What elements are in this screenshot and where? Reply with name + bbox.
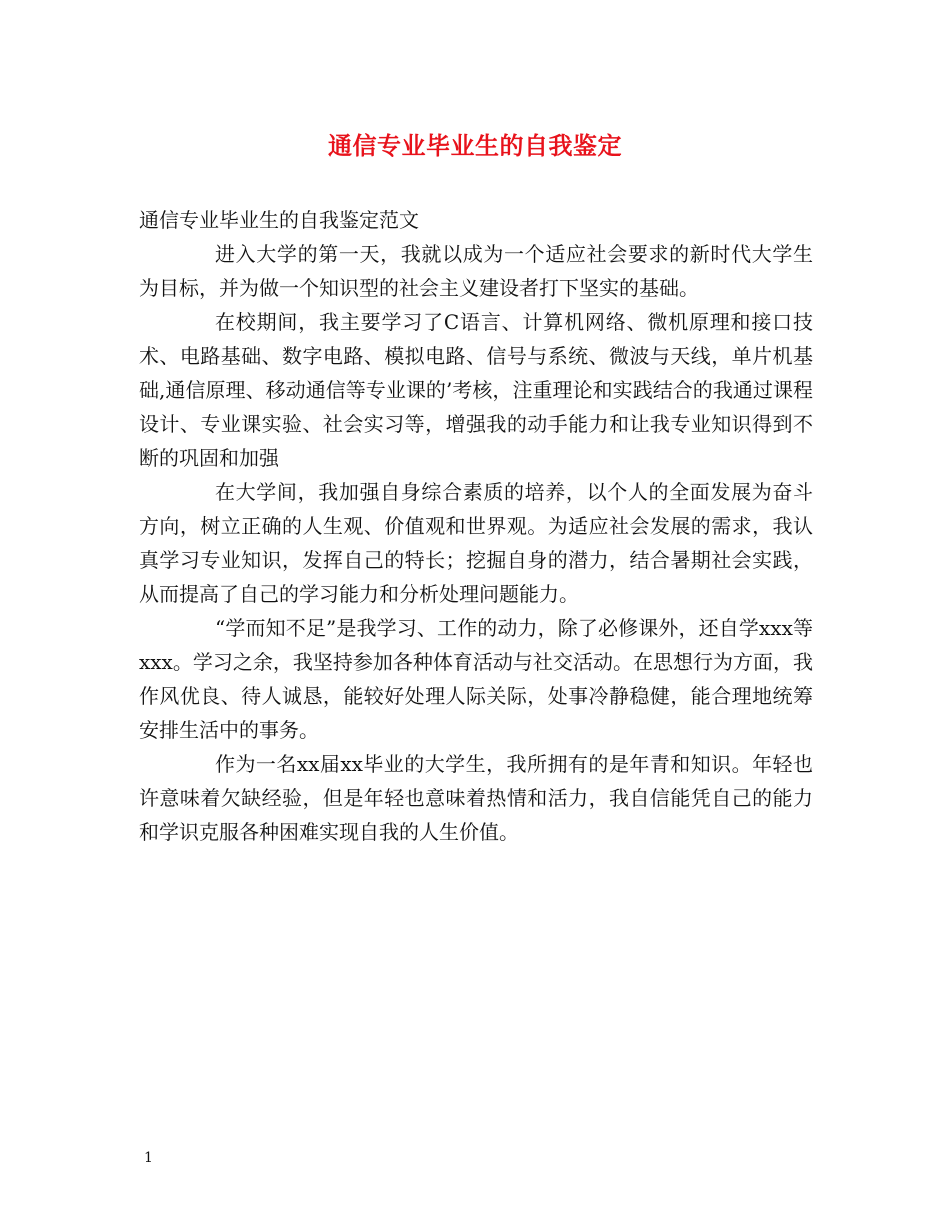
- document-title: 通信专业毕业生的自我鉴定: [328, 131, 622, 160]
- paragraph-4: “学而知不足”是我学习、工作的动力，除了必修课外，还自学xxx等xxx。学习之余，我坚持参加各种体育活动与社交活动。在思想行为方面，我作风优良、待人诚恳，能较好处理人际关际，处事冷静稳健，能合理地统筹安排生活中的事务。: [139, 616, 813, 742]
- paragraph-1: 进入大学的第一天，我就以成为一个适应社会要求的新时代大学生为目标，并为做一个知识型的社会主义建设者打下坚实的基础。: [139, 242, 813, 300]
- page-number: 1: [144, 1150, 153, 1166]
- paragraph-5: 作为一名xx届xx毕业的大学生，我所拥有的是年青和知识。年轻也许意味着欠缺经验，但是年轻也意味着热情和活力，我自信能凭自己的能力和学识克服各种困难实现自我的人生价值。: [139, 752, 813, 844]
- paragraph-3: 在大学间，我加强自身综合素质的培养，以个人的全面发展为奋斗方向，树立正确的人生观、价值观和世界观。为适应社会发展的需求，我认真学习专业知识，发挥自己的特长；挖掘自身的潜力，结合暑期社会实践，从而提高了自己的学习能力和分析处理问题能力。: [139, 480, 813, 606]
- paragraph-2: 在校期间，我主要学习了C语言、计算机网络、微机原理和接口技术、电路基础、数字电路、模拟电路、信号与系统、微波与天线，单片机基础,通信原理、移动通信等专业课的’考核，注重理论和实践结合的我通过课程设计、专业课实验、社会实习等，增强我的动手能力和让我专业知识得到不断的巩固和加强: [139, 310, 813, 470]
- document-body: [139, 203, 813, 849]
- document-subtitle: 通信专业毕业生的自我鉴定范文: [139, 208, 419, 232]
